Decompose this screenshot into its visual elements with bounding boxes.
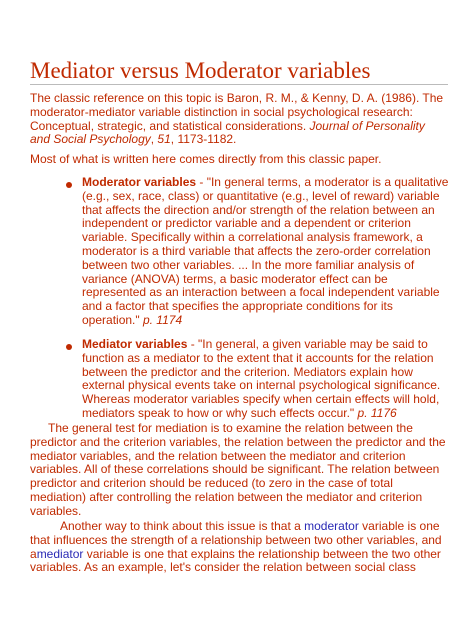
mediator-page-ref: p. 1176 [357,405,397,420]
list-item-moderator [82,176,450,328]
source-note: Most of what is written here comes directly from this classic paper. [30,152,382,166]
citation-separator: , [150,132,158,147]
mediator-term: Mediator variables [82,337,188,351]
journal-volume: 51 [157,132,171,147]
intro-text: The classic reference on this topic is Baron, R. M., & Kenny, D. A. (1986). The moderator-mediator variable distinction in social psychological research: Conceptual, strategic, and statistical considerations. [30,91,444,133]
another-way-before: Another way to think about this issue is that a [60,519,305,533]
general-test-paragraph: The general test for mediation is to examine the relation between the predictor and the criterion variables, the relation between the predictor and the mediator variables, and the relation between the mediator and criterion variables. All of these correlations should be significant. The relation between predictor and criterion should be reduced (to zero in the case of total mediation) after controlling the relation between the mediator and criterion variables. [30,421,446,518]
another-way-middle: variable is one that influences the strength of a relationship between two other variables, and a [30,519,442,561]
list-item-mediator [82,338,450,421]
bullet-dot-moderator [66,182,72,188]
moderator-link[interactable]: moderator [304,519,359,533]
page-title: Mediator versus Moderator variables [30,58,371,83]
journal-title: Journal of Personality and Social Psychology [30,118,425,147]
mediator-link[interactable]: mediator [36,546,84,561]
moderator-page-ref: p. 1174 [142,312,183,327]
another-way-after: variable is one that explains the relationship between the two other variables. As an example, let's consider the relation between social class [30,546,441,575]
moderator-term: Moderator variables [82,175,197,189]
moderator-definition: - "In general terms, a moderator is a qualitative (e.g., sex, race, class) or quantitative (e.g., level of reward) variable that affects the direction and/or strength of the relation between an independent or predictor variable and a dependent or criterion variable. Specifically within a correlational analysis framework, a moderator is a third variable that affects the zero-order correlation between two other variables. ... In the more familiar analysis of variance (ANOVA) terms, a basic moderator effect can be represented as an interaction between a focal independent variable and a factor that specifies the appropriate conditions for its operation." [82,175,449,327]
another-way-paragraph [30,520,448,575]
mediator-definition: - "In general, a given variable may be said to function as a mediator to the extent that it accounts for the relation between the predictor and the criterion. Mediators explain how external physical events take on internal psychological significance. Whereas moderator variables specify when certain effects will hold, mediators speak to how or why such effects occur." [82,337,441,420]
intro-paragraph [30,92,448,147]
bullet-dot-mediator [66,344,72,350]
journal-pages: , 1173-1182. [170,132,237,147]
title-divider [30,84,448,85]
